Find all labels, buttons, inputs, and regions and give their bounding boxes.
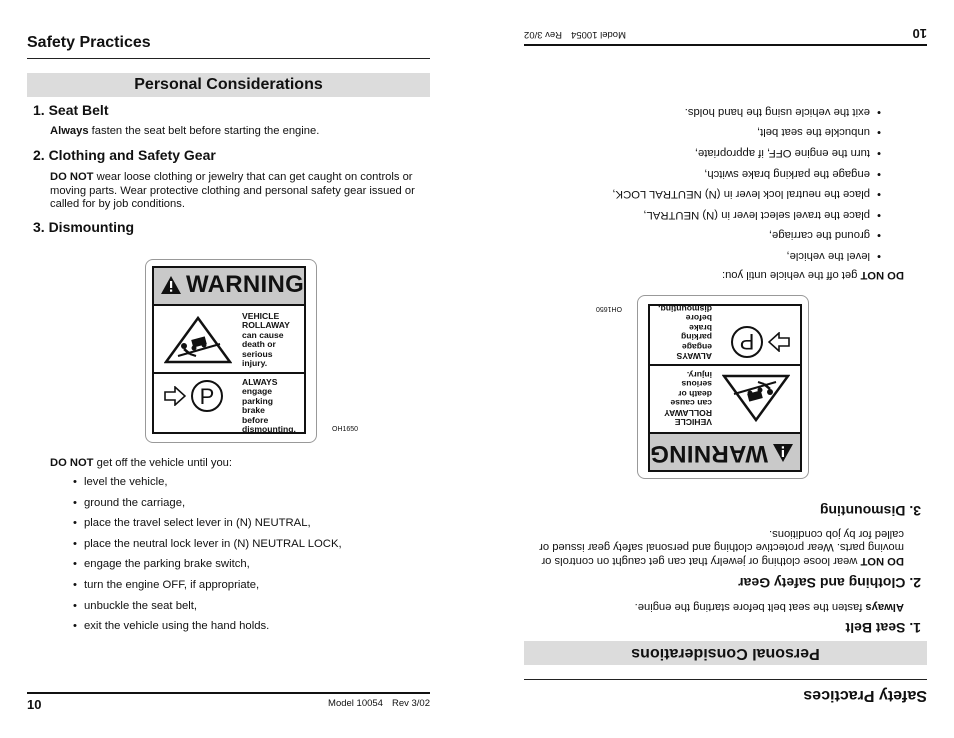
- band-title: Personal Considerations: [27, 73, 430, 97]
- dismount-intro: [50, 457, 430, 471]
- rollaway-line: injury.: [686, 369, 712, 380]
- list-item-text: ground the carriage,: [768, 229, 870, 242]
- decal-code: OH1650: [332, 426, 359, 433]
- bullet-dot: •: [877, 250, 881, 262]
- bullet-dot: •: [73, 537, 77, 550]
- heading-dismounting: 3. Dismounting: [33, 219, 135, 235]
- list-item-text: place the travel select lever in (N) NEUTRAL,: [643, 208, 870, 221]
- seat-belt-text: [50, 125, 430, 139]
- warning-header: [154, 268, 304, 306]
- brake-text: [658, 304, 712, 360]
- list-item-text: turn the engine OFF, if appropriate,: [84, 578, 260, 591]
- list-item-text: unbuckle the seat belt,: [84, 599, 198, 612]
- bullet-dot: •: [73, 578, 77, 591]
- list-item-text: engage the parking brake switch,: [704, 167, 870, 180]
- list-item: [612, 245, 904, 266]
- dismount-list: [50, 472, 342, 637]
- seat-belt-lead: Always: [50, 125, 89, 137]
- footer-rule: [27, 692, 430, 694]
- brake-line: before: [242, 414, 269, 425]
- model-revision: [524, 29, 626, 40]
- list-item: [50, 493, 342, 514]
- section-title: Safety Practices: [27, 34, 151, 51]
- rollaway-line: ROLLAWAY: [242, 320, 290, 331]
- rollaway-panel: [154, 306, 304, 374]
- dismount-body: get off the vehicle until you:: [722, 269, 861, 281]
- decal-code: OH1650: [595, 305, 622, 312]
- rollaway-line: death or: [678, 388, 712, 399]
- seat-belt-body: fasten the seat belt before starting the engine.: [634, 601, 866, 613]
- rollaway-text: [664, 370, 712, 426]
- clothing-text: [50, 171, 430, 212]
- warning-header: [650, 432, 800, 470]
- clothing-body: wear loose clothing or jewelry that can get caught on controls or moving parts. Wear protective clothing and personal safety gear issued or called for by job conditions.: [50, 171, 415, 210]
- heading-dismounting: 3. Dismounting: [819, 503, 921, 519]
- revision: Rev 3/02: [524, 29, 563, 40]
- list-item-text: place the travel select lever in (N) NEUTRAL,: [84, 517, 311, 530]
- heading-clothing: 2. Clothing and Safety Gear: [738, 575, 921, 591]
- list-item: [50, 472, 342, 493]
- warning-decal: [637, 295, 809, 479]
- brake-panel: [154, 374, 304, 435]
- right-page-inverted: [522, 0, 927, 738]
- list-item-text: ground the carriage,: [84, 496, 186, 509]
- clothing-lead: DO NOT: [50, 171, 94, 183]
- arrow-right-icon: [768, 332, 790, 352]
- bullet-dot: •: [877, 147, 881, 160]
- clothing-lead: DO NOT: [860, 555, 904, 567]
- dismount-list: [612, 101, 904, 266]
- bullet-dot: •: [73, 620, 77, 633]
- brake-line: before: [685, 313, 712, 324]
- brake-line: brake: [689, 322, 712, 333]
- band-title: Personal Considerations: [524, 641, 927, 665]
- list-item-text: unbuckle the seat belt,: [756, 126, 870, 139]
- seat-belt-lead: Always: [865, 601, 904, 613]
- rollaway-line: ROLLAWAY: [664, 407, 712, 418]
- list-item: [612, 204, 904, 225]
- rollaway-line: can cause: [242, 329, 284, 340]
- section-title: Safety Practices: [803, 687, 927, 704]
- list-item-text: place the neutral lock lever in (N) NEUTRAL LOCK,: [612, 188, 870, 201]
- list-item-text: level the vehicle,: [786, 250, 870, 262]
- brake-line: dismounting.: [658, 303, 712, 314]
- model-number: Model 10054: [571, 29, 626, 40]
- page-number: 10: [27, 697, 42, 712]
- seat-belt-body: fasten the seat belt before starting the engine.: [88, 125, 320, 137]
- list-item-text: level the vehicle,: [84, 476, 168, 488]
- list-item: [612, 101, 904, 122]
- rollaway-panel: [650, 364, 800, 432]
- bullet-dot: •: [877, 208, 881, 221]
- brake-line: brake: [242, 405, 265, 416]
- rollaway-line: injury.: [242, 358, 268, 369]
- heading-seat-belt: 1. Seat Belt: [33, 102, 109, 118]
- bullet-dot: •: [73, 476, 77, 488]
- list-item-text: turn the engine OFF, if appropriate,: [694, 147, 870, 160]
- bullet-dot: •: [877, 229, 881, 242]
- rollaway-line: serious: [242, 348, 273, 359]
- seat-belt-text: [524, 600, 904, 614]
- brake-line: engage: [242, 386, 273, 397]
- left-page: [27, 0, 432, 738]
- rollaway-line: VEHICLE: [674, 417, 712, 427]
- warning-triangle-icon: [772, 443, 794, 463]
- list-item: [612, 142, 904, 163]
- list-item: [612, 225, 904, 246]
- list-item: [612, 184, 904, 205]
- dismount-intro: [524, 268, 904, 282]
- bullet-dot: •: [877, 105, 881, 118]
- bullet-dot: •: [877, 126, 881, 139]
- list-item: [50, 616, 342, 637]
- heading-clothing: 2. Clothing and Safety Gear: [33, 147, 216, 163]
- list-item: [612, 122, 904, 143]
- parking-brake-icon: [190, 379, 224, 413]
- brake-line: parking: [680, 332, 712, 343]
- list-item-text: place the neutral lock lever in (N) NEUTRAL LOCK,: [84, 537, 342, 550]
- list-item: [50, 596, 342, 617]
- bullet-dot: •: [73, 496, 77, 509]
- rollaway-line: serious: [681, 379, 712, 390]
- warning-word: WARNING: [649, 440, 768, 467]
- list-item: [612, 163, 904, 184]
- footer-rule: [524, 44, 927, 46]
- list-item-text: engage the parking brake switch,: [84, 558, 250, 571]
- rollaway-hazard-icon: [164, 316, 232, 364]
- dismount-lead: DO NOT: [50, 457, 94, 469]
- list-item: [50, 575, 342, 596]
- brake-line: ALWAYS: [676, 351, 712, 361]
- bullet-dot: •: [73, 599, 77, 612]
- parking-brake-icon: [730, 325, 764, 359]
- rollaway-hazard-icon: [722, 374, 790, 422]
- clothing-body: wear loose clothing or jewelry that can get caught on controls or moving parts. Wear protective clothing and personal safety gear issued or called for by job conditions.: [539, 528, 904, 567]
- parking-brake-letter: P: [199, 384, 215, 409]
- model-number: Model 10054: [328, 698, 383, 709]
- heading-seat-belt: 1. Seat Belt: [845, 620, 921, 636]
- revision: Rev 3/02: [391, 698, 430, 709]
- header-rule: [524, 679, 927, 680]
- bullet-dot: •: [73, 517, 77, 530]
- model-revision: [328, 698, 430, 709]
- warning-word: WARNING: [186, 271, 305, 298]
- warning-decal: [145, 259, 317, 443]
- dismount-body: get off the vehicle until you:: [93, 457, 232, 469]
- list-item-text: exit the vehicle using the hand holds.: [84, 620, 270, 633]
- arrow-right-icon: [164, 386, 186, 406]
- warning-triangle-icon: [160, 275, 182, 295]
- list-item: [50, 534, 342, 555]
- rollaway-line: death or: [242, 339, 276, 350]
- page-number: 10: [912, 26, 927, 41]
- list-item: [50, 554, 342, 575]
- parking-brake-letter: P: [739, 329, 755, 354]
- bullet-dot: •: [877, 167, 881, 180]
- brake-panel: [650, 303, 800, 364]
- rollaway-text: [242, 312, 290, 368]
- brake-line: ALWAYS: [242, 377, 278, 387]
- header-rule: [27, 58, 430, 59]
- list-item-text: exit the vehicle using the hand holds.: [684, 105, 870, 118]
- brake-line: dismounting.: [242, 424, 296, 435]
- brake-text: [242, 378, 296, 434]
- list-item: [50, 513, 342, 534]
- bullet-dot: •: [73, 558, 77, 571]
- dismount-lead: DO NOT: [860, 269, 904, 281]
- bullet-dot: •: [877, 188, 881, 201]
- rollaway-line: VEHICLE: [242, 311, 280, 321]
- rollaway-line: can cause: [670, 398, 712, 409]
- clothing-text: [524, 527, 904, 568]
- brake-line: engage: [681, 341, 712, 352]
- brake-line: parking: [242, 395, 274, 406]
